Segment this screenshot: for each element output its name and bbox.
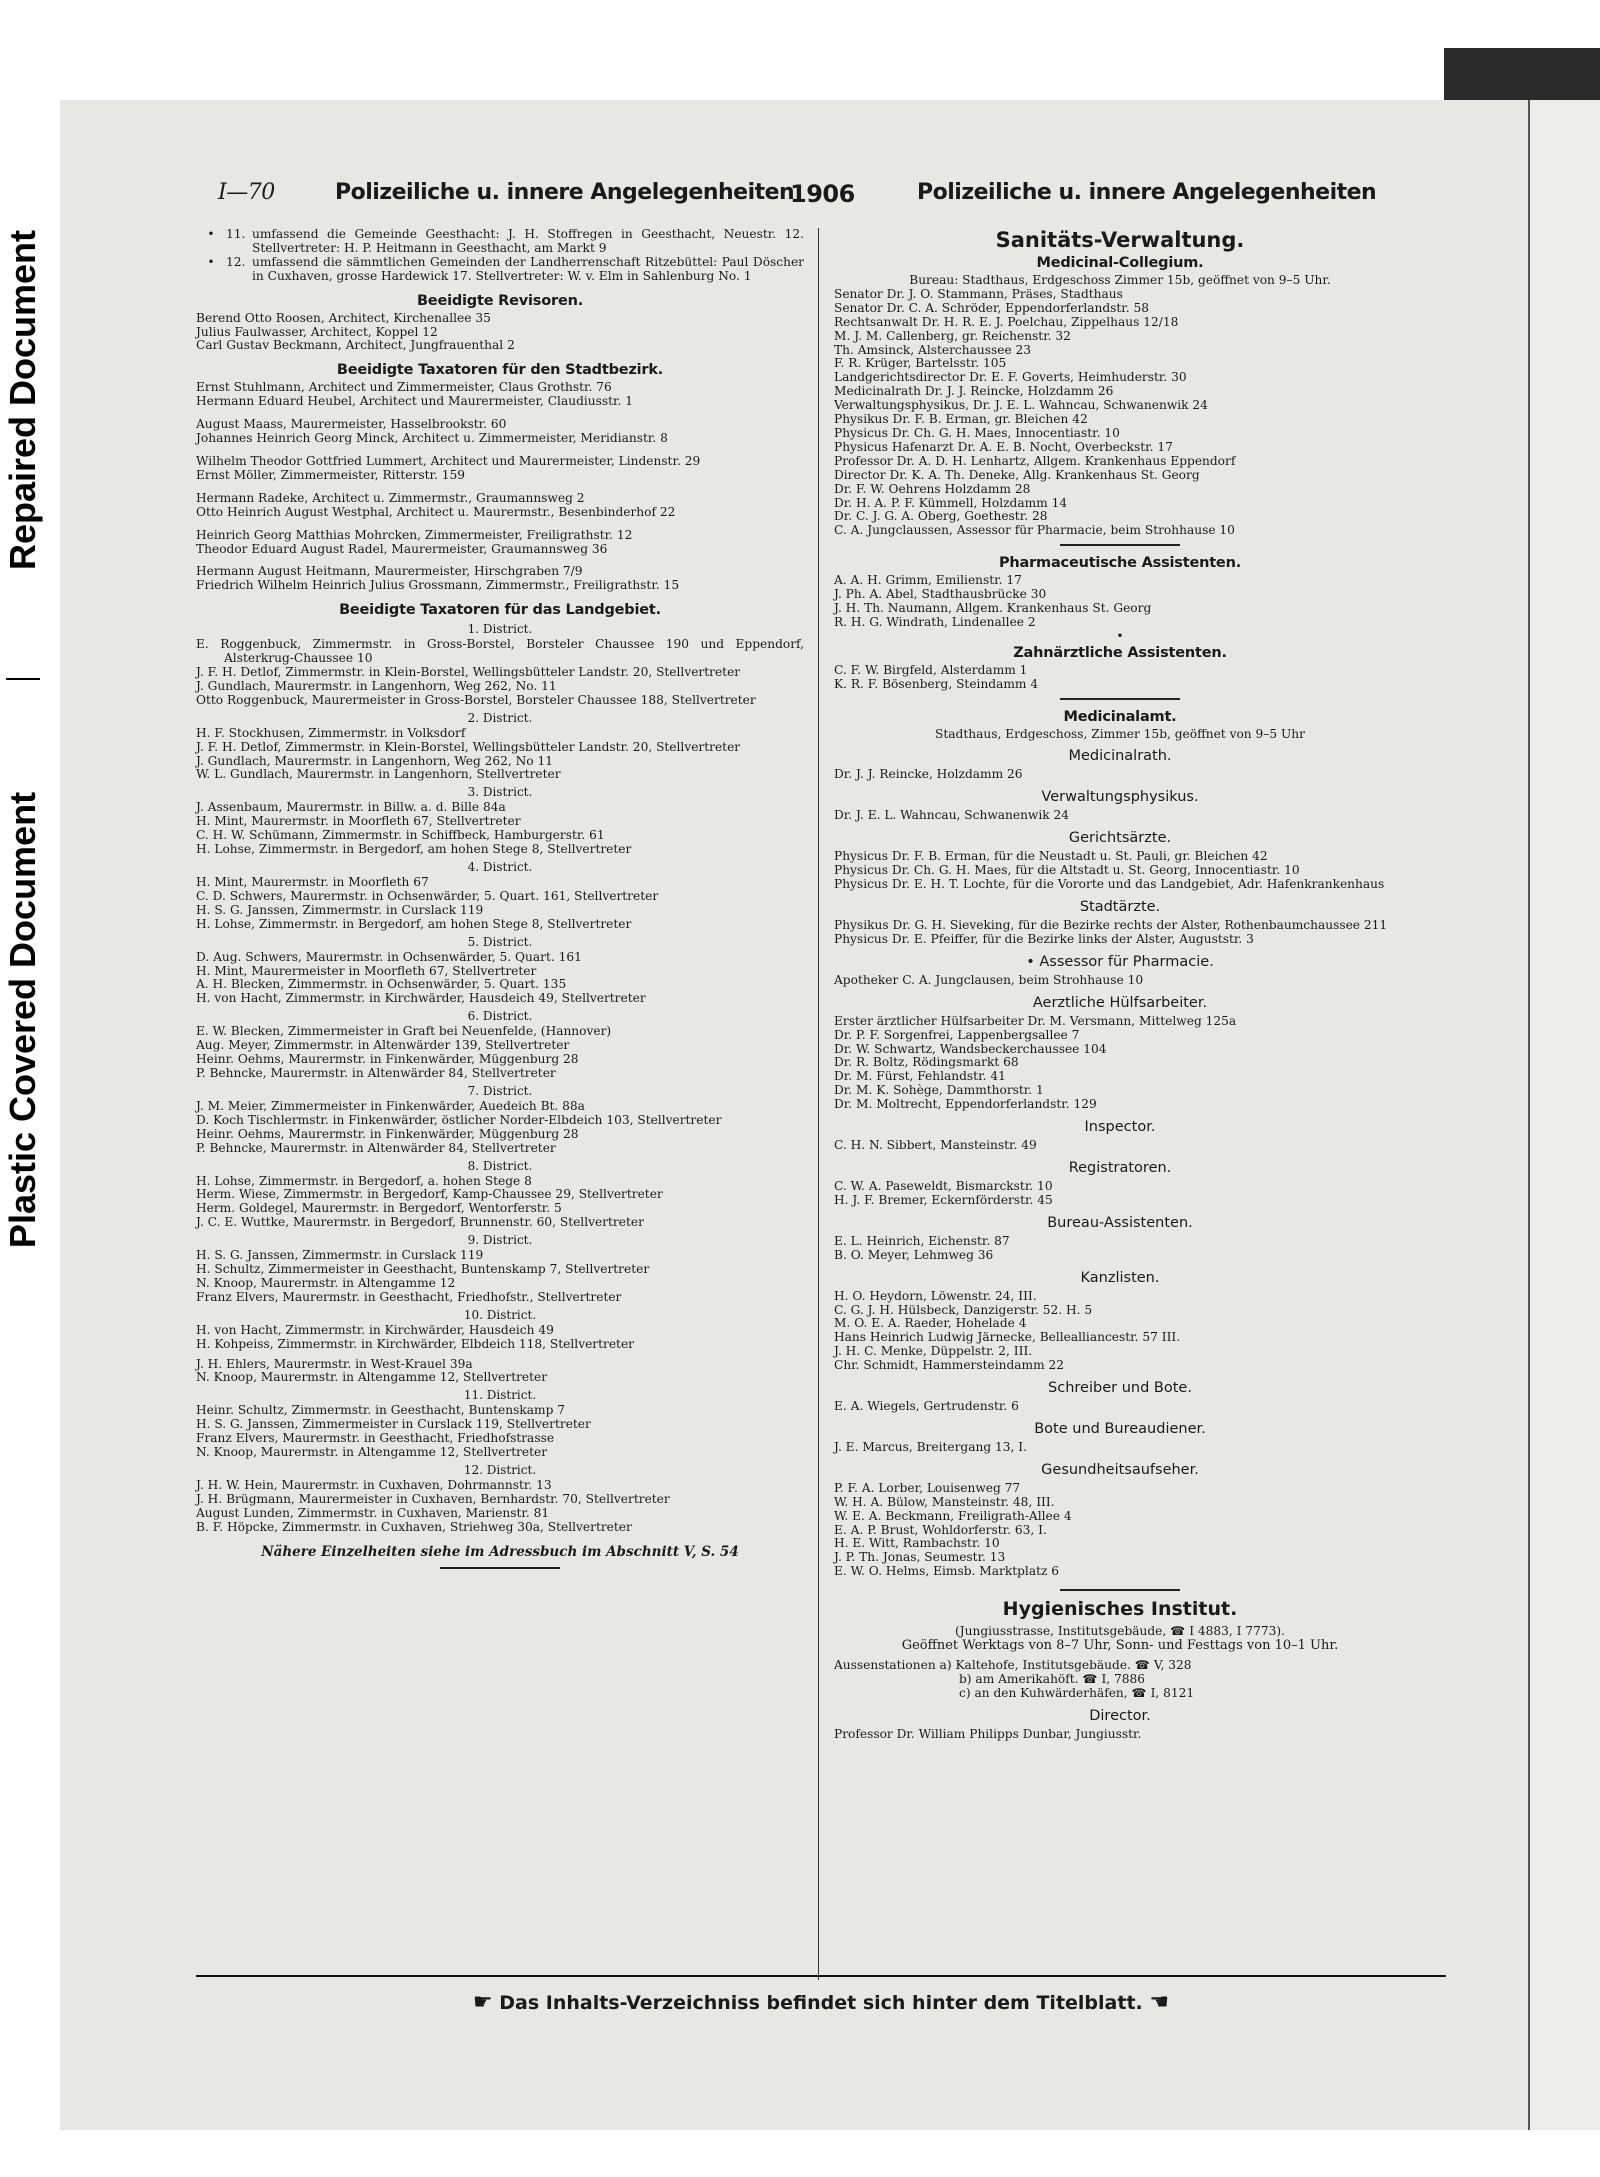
list-entry: C. A. Jungclaussen, Assessor für Pharmacie, beim Strohhause 10 xyxy=(834,523,1235,538)
list-entry: H. von Hacht, Zimmermstr. in Kirchwärder, Hausdeich 49, Stellvertreter xyxy=(196,991,646,1006)
list-entry: Physicus Dr. E. Pfeiffer, für die Bezirke links der Alster, Auguststr. 3 xyxy=(834,931,1254,946)
section-subtitle: Gesundheitsaufseher. xyxy=(1041,1461,1199,1478)
list-entry: Herm. Wiese, Zimmermstr. in Bergedorf, Kamp-Chaussee 29, Stellvertreter xyxy=(196,1187,663,1202)
list-entry: Franz Elvers, Maurermstr. in Geesthacht, Friedhofstr., Stellvertreter xyxy=(196,1289,622,1304)
list-entry: Hans Heinrich Ludwig Järnecke, Bellealliancestr. 57 III. xyxy=(834,1330,1181,1345)
list-entry: Dr. F. W. Oehrens Holzdamm 28 xyxy=(834,481,1031,496)
hyg-address: (Jungiusstrasse, Institutsgebäude, ☎ I 4883, I 7773). xyxy=(954,1624,1285,1639)
list-entry: A. A. H. Grimm, Emilienstr. 17 xyxy=(834,573,1022,588)
list-entry: E. A. P. Brust, Wohldorferstr. 63, I. xyxy=(834,1522,1047,1537)
list-entry: Dr. J. E. L. Wahncau, Schwanenwik 24 xyxy=(834,808,1070,823)
column-divider xyxy=(818,228,819,1980)
list-entry: Apotheker C. A. Jungclausen, beim Strohhause 10 xyxy=(834,972,1144,987)
list-entry: M. O. E. A. Raeder, Hohelade 4 xyxy=(834,1316,1027,1331)
district-title: 7. District. xyxy=(467,1083,533,1098)
list-entry: Physicus Hafenarzt Dr. A. E. B. Nocht, Overbeckstr. 17 xyxy=(834,439,1173,454)
list-entry: Dr. M. Moltrecht, Eppendorferlandstr. 129 xyxy=(834,1097,1097,1112)
bullet-mark: • xyxy=(207,227,215,241)
list-entry: Theodor Eduard August Radel, Maurermeister, Graumannsweg 36 xyxy=(196,541,608,556)
list-entry: D. Aug. Schwers, Maurermstr. in Ochsenwärder, 5. Quart. 161 xyxy=(196,949,582,964)
list-entry: J. C. E. Wuttke, Maurermstr. in Bergedorf, Brunnenstr. 60, Stellvertreter xyxy=(196,1215,644,1230)
list-entry: J. Ph. A. Abel, Stadthausbrücke 30 xyxy=(834,587,1047,602)
list-entry: Physicus Dr. Ch. G. H. Maes, für die Altstadt u. St. Georg, Innocentiastr. 10 xyxy=(834,863,1300,878)
district-title: 6. District. xyxy=(467,1009,533,1024)
list-entry: Chr. Schmidt, Hammersteindamm 22 xyxy=(834,1358,1065,1373)
footer-note xyxy=(196,1990,1446,2015)
district-title: 2. District. xyxy=(467,710,533,725)
side-label-divider xyxy=(6,678,40,680)
list-entry: H. S. G. Janssen, Zimmermstr. in Curslack 119 xyxy=(196,902,484,917)
list-entry: Senator Dr. C. A. Schröder, Eppendorferlandstr. 58 xyxy=(834,300,1150,315)
reference-note: Nähere Einzelheiten siehe im Adressbuch im Abschnitt V, S. 54 xyxy=(261,1543,739,1560)
list-entry: Otto Heinrich August Westphal, Architect u. Maurermstr., Besenbinderhof 22 xyxy=(196,504,676,519)
list-entry: R. H. G. Windrath, Lindenallee 2 xyxy=(834,614,1036,629)
collegium-list xyxy=(834,288,1406,538)
list-entry: Rechtsanwalt Dr. H. R. E. J. Poelchau, Zippelhaus 12/18 xyxy=(834,314,1179,329)
list-entry: Medicinalrath Dr. J. J. Reincke, Holzdamm 26 xyxy=(834,384,1114,399)
district-title: 4. District. xyxy=(467,860,533,874)
list-entry: Dr. H. A. P. F. Kümmell, Holzdamm 14 xyxy=(834,495,1068,510)
district-title: 10. District. xyxy=(463,1307,537,1322)
list-entry: A. H. Blecken, Zimmermstr. in Ochsenwärder, 5. Quart. 135 xyxy=(196,977,567,992)
district-title: 8. District. xyxy=(467,1158,533,1173)
list-entry: H. Mint, Maurermstr. in Moorfleth 67 xyxy=(196,875,429,889)
list-entry: E. A. Wiegels, Gertrudenstr. 6 xyxy=(834,1399,1019,1414)
list-entry: Dr. J. J. Reincke, Holzdamm 26 xyxy=(834,767,1023,782)
hyg-station: b) am Amerikahöft. ☎ I, 7886 xyxy=(959,1671,1146,1686)
section-subtitle: Director. xyxy=(1089,1707,1151,1724)
list-entry: H. J. F. Bremer, Eckernförderstr. 45 xyxy=(834,1192,1053,1207)
list-entry: J. H. Brügmann, Maurermeister in Cuxhaven, Bernhardstr. 70, Stellvertreter xyxy=(196,1491,670,1506)
list-entry: E. L. Heinrich, Eichenstr. 87 xyxy=(834,1233,1010,1248)
list-entry: J. F. H. Detlof, Zimmermstr. in Klein-Borstel, Wellingsbütteler Landstr. 20, Stellvertreter xyxy=(196,665,741,680)
list-entry: H. Mint, Maurermeister in Moorfleth 67, Stellvertreter xyxy=(196,963,537,978)
item-text: umfassend die Gemeinde Geesthacht: J. H. Stoffregen in Geesthacht, Neuestr. 12. Stellvertreter: H. P. Heitmann in Geesthacht, am Markt 9 xyxy=(252,227,804,255)
list-entry: B. F. Höpcke, Zimmermstr. in Cuxhaven, Striehweg 30a, Stellvertreter xyxy=(196,1519,632,1534)
hyg-station: Aussenstationen a) Kaltehofe, Institutsgebäude. ☎ V, 328 xyxy=(834,1658,1192,1672)
list-entry: Physikus Dr. F. B. Erman, gr. Bleichen 42 xyxy=(834,412,1088,427)
left-column xyxy=(196,228,804,1575)
district-title: 9. District. xyxy=(467,1233,533,1248)
list-entry: Johannes Heinrich Georg Minck, Architect u. Zimmermeister, Meridianstr. 8 xyxy=(196,431,668,446)
list-entry: Ernst Möller, Zimmermeister, Ritterstr. 159 xyxy=(196,467,465,482)
hyg-station: c) an den Kuhwärderhäfen, ☎ I, 8121 xyxy=(959,1685,1195,1700)
list-entry: Th. Amsinck, Alsterchaussee 23 xyxy=(834,342,1032,357)
list-entry: N. Knoop, Maurermstr. in Altengamme 12, Stellvertreter xyxy=(196,1370,548,1385)
list-entry: C. F. W. Birgfeld, Alsterdamm 1 xyxy=(834,662,1028,677)
numbered-list xyxy=(196,228,804,284)
list-entry: J. Gundlach, Maurermstr. in Langenhorn, Weg 262, No. 11 xyxy=(196,678,557,693)
page-number: I—70 xyxy=(218,180,275,205)
list-entry: D. Koch Tischlermstr. in Finkenwärder, östlicher Norder-Elbdeich 103, Stellvertreter xyxy=(196,1112,722,1127)
right-column xyxy=(834,228,1406,1742)
list-entry: Physicus Dr. F. B. Erman, für die Neustadt u. St. Pauli, gr. Bleichen 42 xyxy=(834,849,1268,864)
section-subtitle: Stadtärzte. xyxy=(1079,899,1161,915)
pointing-hand-left-icon: ☚ xyxy=(1149,1990,1170,2015)
list-entry: H. Lohse, Zimmermstr. in Bergedorf, am hohen Stege 8, Stellvertreter xyxy=(196,842,632,857)
list-entry: Director Dr. K. A. Th. Deneke, Allg. Krankenhaus St. Georg xyxy=(834,467,1200,482)
district-title: 5. District. xyxy=(467,934,533,949)
list-entry: Franz Elvers, Maurermstr. in Geesthacht, Friedhofstrasse xyxy=(196,1431,555,1446)
list-entry: J. H. Th. Naumann, Allgem. Krankenhaus St. Georg xyxy=(834,601,1152,616)
hyg-hours: Geöffnet Werktags von 8–7 Uhr, Sonn- und Festtags von 10–1 Uhr. xyxy=(901,1638,1339,1654)
list-entry: C. W. A. Paseweldt, Bismarckstr. 10 xyxy=(834,1178,1053,1193)
list-entry: Friedrich Wilhelm Heinrich Julius Grossmann, Zimmermstr., Freiligrathstr. 15 xyxy=(196,578,680,593)
list-entry: H. O. Heydorn, Löwenstr. 24, III. xyxy=(834,1288,1037,1303)
repaired-document-label: Repaired Document xyxy=(2,229,44,571)
section-title: Pharmaceutische Assistenten. xyxy=(998,555,1242,572)
footer-rule xyxy=(196,1975,1446,1977)
header-left-title: Polizeiliche u. innere Angelegenheiten xyxy=(335,180,795,205)
header-right-title: Polizeiliche u. innere Angelegenheiten xyxy=(917,180,1377,205)
list-entry: C. H. W. Schümann, Zimmermstr. in Schiffbeck, Hamburgerstr. 61 xyxy=(196,828,605,843)
item-number: 11. xyxy=(226,227,246,241)
header-year: 1906 xyxy=(790,180,855,208)
list-entry: Otto Roggenbuck, Maurermeister in Gross-Borstel, Borsteler Chaussee 188, Stellvertreter xyxy=(196,692,756,707)
section-title: Medicinal-Collegium. xyxy=(1036,255,1204,271)
list-entry: Dr. M. K. Sohège, Dammthorstr. 1 xyxy=(834,1083,1044,1098)
section-subtitle: Schreiber und Bote. xyxy=(1048,1380,1192,1397)
list-entry: Physikus Dr. G. H. Sieveking, für die Bezirke rechts der Alster, Rothenbaumchaussee 211 xyxy=(834,918,1388,932)
list-entry: Hermann Eduard Heubel, Architect und Maurermeister, Claudiusstr. 1 xyxy=(196,394,634,409)
list-entry: Heinrich Georg Matthias Mohrcken, Zimmermeister, Freiligrathstr. 12 xyxy=(196,527,633,542)
list-entry: Carl Gustav Beckmann, Architect, Jungfrauenthal 2 xyxy=(196,338,515,353)
list-entry: Professor Dr. A. D. H. Lenhartz, Allgem. Krankenhaus Eppendorf xyxy=(834,453,1236,468)
list-entry: J. H. C. Menke, Düppelstr. 2, III. xyxy=(834,1344,1033,1359)
list-entry: C. H. N. Sibbert, Mansteinstr. 49 xyxy=(834,1138,1037,1153)
list-entry: Landgerichtsdirector Dr. E. F. Goverts, Heimhuderstr. 30 xyxy=(834,370,1187,385)
list-entry: W. E. A. Beckmann, Freiligrath-Allee 4 xyxy=(834,1508,1072,1523)
section-subtitle: Bureau-Assistenten. xyxy=(1047,1214,1193,1231)
section-subtitle: • Assessor für Pharmacie. xyxy=(1026,953,1214,970)
footer-text: Das Inhalts-Verzeichniss befindet sich hinter dem Titelblatt. xyxy=(499,1992,1143,2014)
section-rule xyxy=(440,1567,560,1569)
section-subtitle: Inspector. xyxy=(1084,1119,1156,1136)
side-labels xyxy=(0,130,48,1290)
numbered-item xyxy=(196,228,804,256)
list-entry: J. P. Th. Jonas, Seumestr. 13 xyxy=(834,1550,1006,1565)
list-entry: P. Behncke, Maurermstr. in Altenwärder 84, Stellvertreter xyxy=(196,1140,556,1155)
plastic-covered-document-label: Plastic Covered Document xyxy=(2,791,44,1249)
list-entry: Heinr. Oehms, Maurermstr. in Finkenwärder, Müggenburg 28 xyxy=(196,1126,579,1141)
list-entry: J. Gundlach, Maurermstr. in Langenhorn, Weg 262, No 11 xyxy=(196,753,554,768)
section-subtitle: Gerichtsärzte. xyxy=(1068,830,1172,847)
list-entry: Hermann Radeke, Architect u. Zimmermstr., Graumannsweg 2 xyxy=(196,490,585,505)
list-entry: P. F. A. Lorber, Louisenweg 77 xyxy=(834,1480,1021,1495)
list-entry: J. H. W. Hein, Maurermstr. in Cuxhaven, Dohrmannstr. 13 xyxy=(196,1478,552,1492)
amt-hours: Stadthaus, Erdgeschoss, Zimmer 15b, geöffnet von 9–5 Uhr xyxy=(935,726,1305,741)
list-entry: Heinr. Schultz, Zimmermstr. in Geesthacht, Buntenskamp 7 xyxy=(196,1403,565,1418)
list-entry: Heinr. Oehms, Maurermstr. in Finkenwärder, Müggenburg 28 xyxy=(196,1052,579,1067)
list-entry: Ernst Stuhlmann, Architect und Zimmermeister, Claus Grothstr. 76 xyxy=(196,380,612,395)
stadt-taxatoren-list xyxy=(196,381,804,593)
list-entry: Dr. R. Boltz, Rödingsmarkt 68 xyxy=(834,1055,1019,1070)
list-entry: Verwaltungsphysikus, Dr. J. E. L. Wahncau, Schwanenwik 24 xyxy=(834,398,1208,413)
list-entry: H. Lohse, Zimmermstr. in Bergedorf, am hohen Stege 8, Stellvertreter xyxy=(196,916,632,931)
list-entry: August Lunden, Zimmermstr. in Cuxhaven, Marienstr. 81 xyxy=(196,1505,550,1520)
collegium-bureau: Bureau: Stadthaus, Erdgeschoss Zimmer 15b, geöffnet von 9–5 Uhr. xyxy=(909,273,1331,287)
section-title: Beeidigte Revisoren. xyxy=(416,292,584,309)
list-entry: H. Kohpeiss, Zimmermstr. in Kirchwärder, Elbdeich 118, Stellvertreter xyxy=(196,1336,634,1351)
numbered-item xyxy=(196,256,804,284)
zahn-list xyxy=(834,664,1406,692)
district-title: 11. District. xyxy=(463,1388,537,1403)
director-entry: Professor Dr. William Philipps Dunbar, Jungiusstr. xyxy=(834,1726,1142,1741)
section-title: Beeidigte Taxatoren für den Stadtbezirk. xyxy=(336,362,664,379)
list-entry: H. F. Stockhusen, Zimmermstr. in Volksdorf xyxy=(196,725,466,740)
section-subtitle: Aerztliche Hülfsarbeiter. xyxy=(1032,994,1208,1011)
list-entry: Dr. M. Fürst, Fehlandstr. 41 xyxy=(834,1069,1006,1084)
list-entry: N. Knoop, Maurermstr. in Altengamme 12, Stellvertreter xyxy=(196,1445,548,1460)
list-entry: B. O. Meyer, Lehmweg 36 xyxy=(834,1247,994,1262)
list-entry: H. E. Witt, Rambachstr. 10 xyxy=(834,1536,1000,1551)
list-entry: Julius Faulwasser, Architect, Koppel 12 xyxy=(196,324,438,339)
list-entry: N. Knoop, Maurermstr. in Altengamme 12 xyxy=(196,1275,456,1290)
list-entry: C. D. Schwers, Maurermstr. in Ochsenwärder, 5. Quart. 161, Stellvertreter xyxy=(196,888,659,903)
pointing-hand-right-icon: ☛ xyxy=(472,1990,493,2015)
section-rule xyxy=(1060,1589,1180,1591)
list-entry: Dr. W. Schwartz, Wandsbeckerchaussee 104 xyxy=(834,1041,1107,1056)
revisoren-list xyxy=(196,312,804,354)
section-subtitle: Registratoren. xyxy=(1068,1159,1172,1176)
list-entry: W. H. A. Bülow, Mansteinstr. 48, III. xyxy=(834,1494,1055,1509)
list-entry: Dr. C. J. G. A. Oberg, Goethestr. 28 xyxy=(834,509,1048,524)
list-entry: H. Lohse, Zimmermstr. in Bergedorf, a. hohen Stege 8 xyxy=(196,1173,532,1188)
list-entry: E. W. Blecken, Zimmermeister in Graft bei Neuenfelde, (Hannover) xyxy=(196,1024,612,1039)
amt-sections xyxy=(834,747,1406,1579)
list-entry: H. von Hacht, Zimmermstr. in Kirchwärder, Hausdeich 49 xyxy=(196,1322,554,1337)
list-entry: H. Mint, Maurermstr. in Moorfleth 67, Stellvertreter xyxy=(196,814,521,829)
list-entry: J. M. Meier, Zimmermeister in Finkenwärder, Auedeich Bt. 88a xyxy=(196,1098,585,1113)
list-entry: H. Schultz, Zimmermeister in Geesthacht, Buntenskamp 7, Stellvertreter xyxy=(196,1262,650,1277)
section-title: Medicinalamt. xyxy=(1063,708,1177,725)
page-edge xyxy=(1528,100,1600,2130)
list-entry: Physicus Dr. Ch. G. H. Maes, Innocentiastr. 10 xyxy=(834,425,1120,440)
bullet-mark: • xyxy=(1116,628,1124,643)
list-entry: C. G. J. H. Hülsbeck, Danzigerstr. 52. H. 5 xyxy=(834,1302,1093,1317)
list-entry: Dr. P. F. Sorgenfrei, Lappenbergsallee 7 xyxy=(834,1027,1080,1042)
list-entry: Wilhelm Theodor Gottfried Lummert, Architect und Maurermeister, Lindenstr. 29 xyxy=(196,453,701,468)
list-entry: Aug. Meyer, Zimmermstr. in Altenwärder 139, Stellvertreter xyxy=(196,1038,570,1053)
list-entry: P. Behncke, Maurermstr. in Altenwärder 84, Stellvertreter xyxy=(196,1065,556,1080)
section-subtitle: Kanzlisten. xyxy=(1080,1269,1160,1286)
list-entry: H. S. G. Janssen, Zimmermeister in Curslack 119, Stellvertreter xyxy=(196,1417,591,1432)
list-entry: Physicus Dr. E. H. T. Lochte, für die Vororte und das Landgebiet, Adr. Hafenkrankenhaus xyxy=(834,877,1385,892)
list-entry: F. R. Krüger, Bartelsstr. 105 xyxy=(834,356,1007,371)
district-title: 1. District. xyxy=(467,622,533,637)
list-entry: J. H. Ehlers, Maurermstr. in West-Krauel 39a xyxy=(196,1356,473,1371)
section-rule xyxy=(1060,698,1180,700)
item-number: 12. xyxy=(226,254,246,269)
list-entry: J. Assenbaum, Maurermstr. in Billw. a. d. Bille 84a xyxy=(196,800,506,815)
list-entry: J. F. H. Detlof, Zimmermstr. in Klein-Borstel, Wellingsbütteler Landstr. 20, Stellvertreter xyxy=(196,739,741,754)
list-entry: Senator Dr. J. O. Stammann, Präses, Stadthaus xyxy=(834,286,1123,301)
list-entry: E. Roggenbuck, Zimmermstr. in Gross-Borstel, Borsteler Chaussee 190 und Eppendorf, Alsterkrug-Chaussee 10 xyxy=(196,637,804,666)
districts-list xyxy=(196,622,804,1534)
item-text: umfassend die sämmtlichen Gemeinden der Landherrenschaft Ritzebüttel: Paul Döscher in Cuxhaven, grosse Hardewick 17. Stellvertreter: W. v. Elm in Sahlenburg No. 1 xyxy=(252,254,804,283)
section-title: Hygienisches Institut. xyxy=(1002,1598,1238,1621)
list-entry: August Maass, Maurermeister, Hasselbrookstr. 60 xyxy=(196,417,507,432)
section-subtitle: Bote und Bureaudiener. xyxy=(1034,1420,1206,1437)
section-rule xyxy=(1060,544,1180,546)
pharm-list xyxy=(834,574,1406,630)
section-title: Zahnärztliche Assistenten. xyxy=(1013,644,1227,661)
list-entry: J. E. Marcus, Breitergang 13, I. xyxy=(834,1439,1027,1454)
section-title: Beeidigte Taxatoren für das Landgebiet. xyxy=(339,602,661,619)
list-entry: W. L. Gundlach, Maurermstr. in Langenhorn, Stellvertreter xyxy=(196,767,561,782)
section-subtitle: Verwaltungsphysikus. xyxy=(1041,789,1199,806)
list-entry: M. J. M. Callenberg, gr. Reichenstr. 32 xyxy=(834,328,1071,343)
list-entry: Berend Otto Roosen, Architect, Kirchenallee 35 xyxy=(196,310,491,325)
list-entry: E. W. O. Helms, Eimsb. Marktplatz 6 xyxy=(834,1564,1060,1579)
list-entry: H. S. G. Janssen, Zimmermstr. in Curslack 119 xyxy=(196,1248,484,1263)
bullet-mark: • xyxy=(207,254,215,269)
section-title: Sanitäts-Verwaltung. xyxy=(995,228,1245,252)
list-entry: K. R. F. Bösenberg, Steindamm 4 xyxy=(834,676,1039,691)
section-subtitle: Medicinalrath. xyxy=(1068,748,1172,765)
list-entry: Herm. Goldegel, Maurermstr. in Bergedorf, Wentorferstr. 5 xyxy=(196,1201,562,1216)
list-entry: Hermann August Heitmann, Maurermeister, Hirschgraben 7/9 xyxy=(196,564,583,579)
district-title: 12. District. xyxy=(463,1463,537,1477)
list-entry: Erster ärztlicher Hülfsarbeiter Dr. M. Versmann, Mittelweg 125a xyxy=(834,1013,1237,1028)
district-title: 3. District. xyxy=(467,785,533,800)
